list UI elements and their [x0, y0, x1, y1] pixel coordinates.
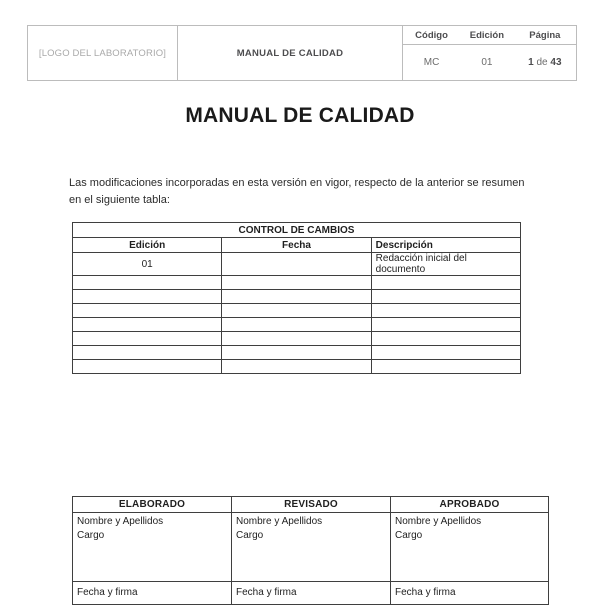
table-row [73, 318, 521, 332]
signature-body-aprobado [391, 513, 549, 582]
cell-fecha [222, 304, 371, 318]
signature-role-line: Cargo [395, 530, 423, 541]
column-header-descripcion: Descripción [371, 238, 520, 253]
header-document-title-cell [178, 26, 403, 81]
signature-body-row [73, 513, 549, 582]
cell-descripcion [371, 346, 520, 360]
header-label-edicion: Edición [460, 27, 514, 45]
intro-paragraph: Las modificaciones incorporadas en esta versión en vigor, respecto de la anterior se resumen en el siguiente tabla: [69, 177, 525, 206]
changes-table-caption: CONTROL DE CAMBIOS [73, 223, 521, 238]
cell-descripcion [371, 318, 520, 332]
cell-edicion [73, 290, 222, 304]
cell-fecha [222, 360, 371, 374]
page-total-number: 43 [550, 56, 562, 68]
cell-edicion [73, 276, 222, 290]
signature-header-revisado: REVISADO [232, 497, 391, 513]
signature-name-line: Nombre y Apellidos [77, 516, 164, 527]
header-meta-cell [403, 26, 577, 81]
column-header-fecha: Fecha [222, 238, 371, 253]
signature-footer-aprobado: Fecha y firma [391, 582, 549, 605]
header-label-pagina: Página [514, 27, 576, 45]
document-header-table [27, 25, 577, 81]
signature-header-elaborado: ELABORADO [73, 497, 232, 513]
signature-approval-table [72, 496, 549, 605]
signature-body-revisado [232, 513, 391, 582]
table-row [73, 304, 521, 318]
signature-footer-revisado: Fecha y firma [232, 582, 391, 605]
header-meta-label-row [403, 27, 576, 45]
signature-name-line: Nombre y Apellidos [395, 516, 482, 527]
cell-descripcion: Redacción inicial del documento [371, 253, 520, 276]
table-row [73, 290, 521, 304]
signature-footer-row [73, 582, 549, 605]
header-value-edicion: 01 [481, 56, 493, 68]
cell-fecha [222, 253, 371, 276]
table-row [73, 360, 521, 374]
cell-edicion [73, 318, 222, 332]
column-header-edicion: Edición [73, 238, 222, 253]
table-row [73, 276, 521, 290]
cell-descripcion [371, 332, 520, 346]
cell-edicion [73, 304, 222, 318]
signature-role-line: Cargo [77, 530, 105, 541]
header-document-title-text: MANUAL DE CALIDAD [236, 47, 344, 59]
signature-body-elaborado [73, 513, 232, 582]
header-value-pagina [514, 44, 576, 80]
cell-descripcion [371, 290, 520, 304]
signature-name-line: Nombre y Apellidos [236, 516, 323, 527]
changes-table-header-row [73, 238, 521, 253]
cell-edicion [73, 332, 222, 346]
signature-header-row [73, 497, 549, 513]
signature-header-aprobado: APROBADO [391, 497, 549, 513]
changes-table-body [73, 223, 521, 374]
cell-fecha [222, 346, 371, 360]
table-row [73, 332, 521, 346]
cell-descripcion [371, 304, 520, 318]
signature-table-body [73, 497, 549, 605]
cell-fecha [222, 318, 371, 332]
signature-footer-elaborado: Fecha y firma [73, 582, 232, 605]
cell-descripcion [371, 360, 520, 374]
changes-table-caption-row [73, 223, 521, 238]
signature-role-line: Cargo [236, 530, 264, 541]
header-label-codigo: Código [403, 27, 460, 45]
logo-placeholder-text: [LOGO DEL LABORATORIO] [38, 47, 167, 59]
control-de-cambios-table [72, 222, 521, 374]
cell-fecha [222, 290, 371, 304]
cell-edicion [73, 346, 222, 360]
cell-fecha [222, 276, 371, 290]
cell-descripcion [371, 276, 520, 290]
page-current-number: 1 [528, 56, 534, 68]
cell-fecha [222, 332, 371, 346]
header-value-codigo: MC [423, 56, 440, 68]
page-separator: de [533, 56, 551, 68]
header-meta-value-row [403, 44, 576, 80]
cell-edicion [73, 360, 222, 374]
page-title: MANUAL DE CALIDAD [185, 104, 415, 127]
table-row [73, 253, 521, 276]
logo-placeholder-cell [28, 26, 178, 81]
header-meta-table [403, 27, 576, 80]
cell-edicion: 01 [73, 253, 222, 276]
table-row [73, 346, 521, 360]
